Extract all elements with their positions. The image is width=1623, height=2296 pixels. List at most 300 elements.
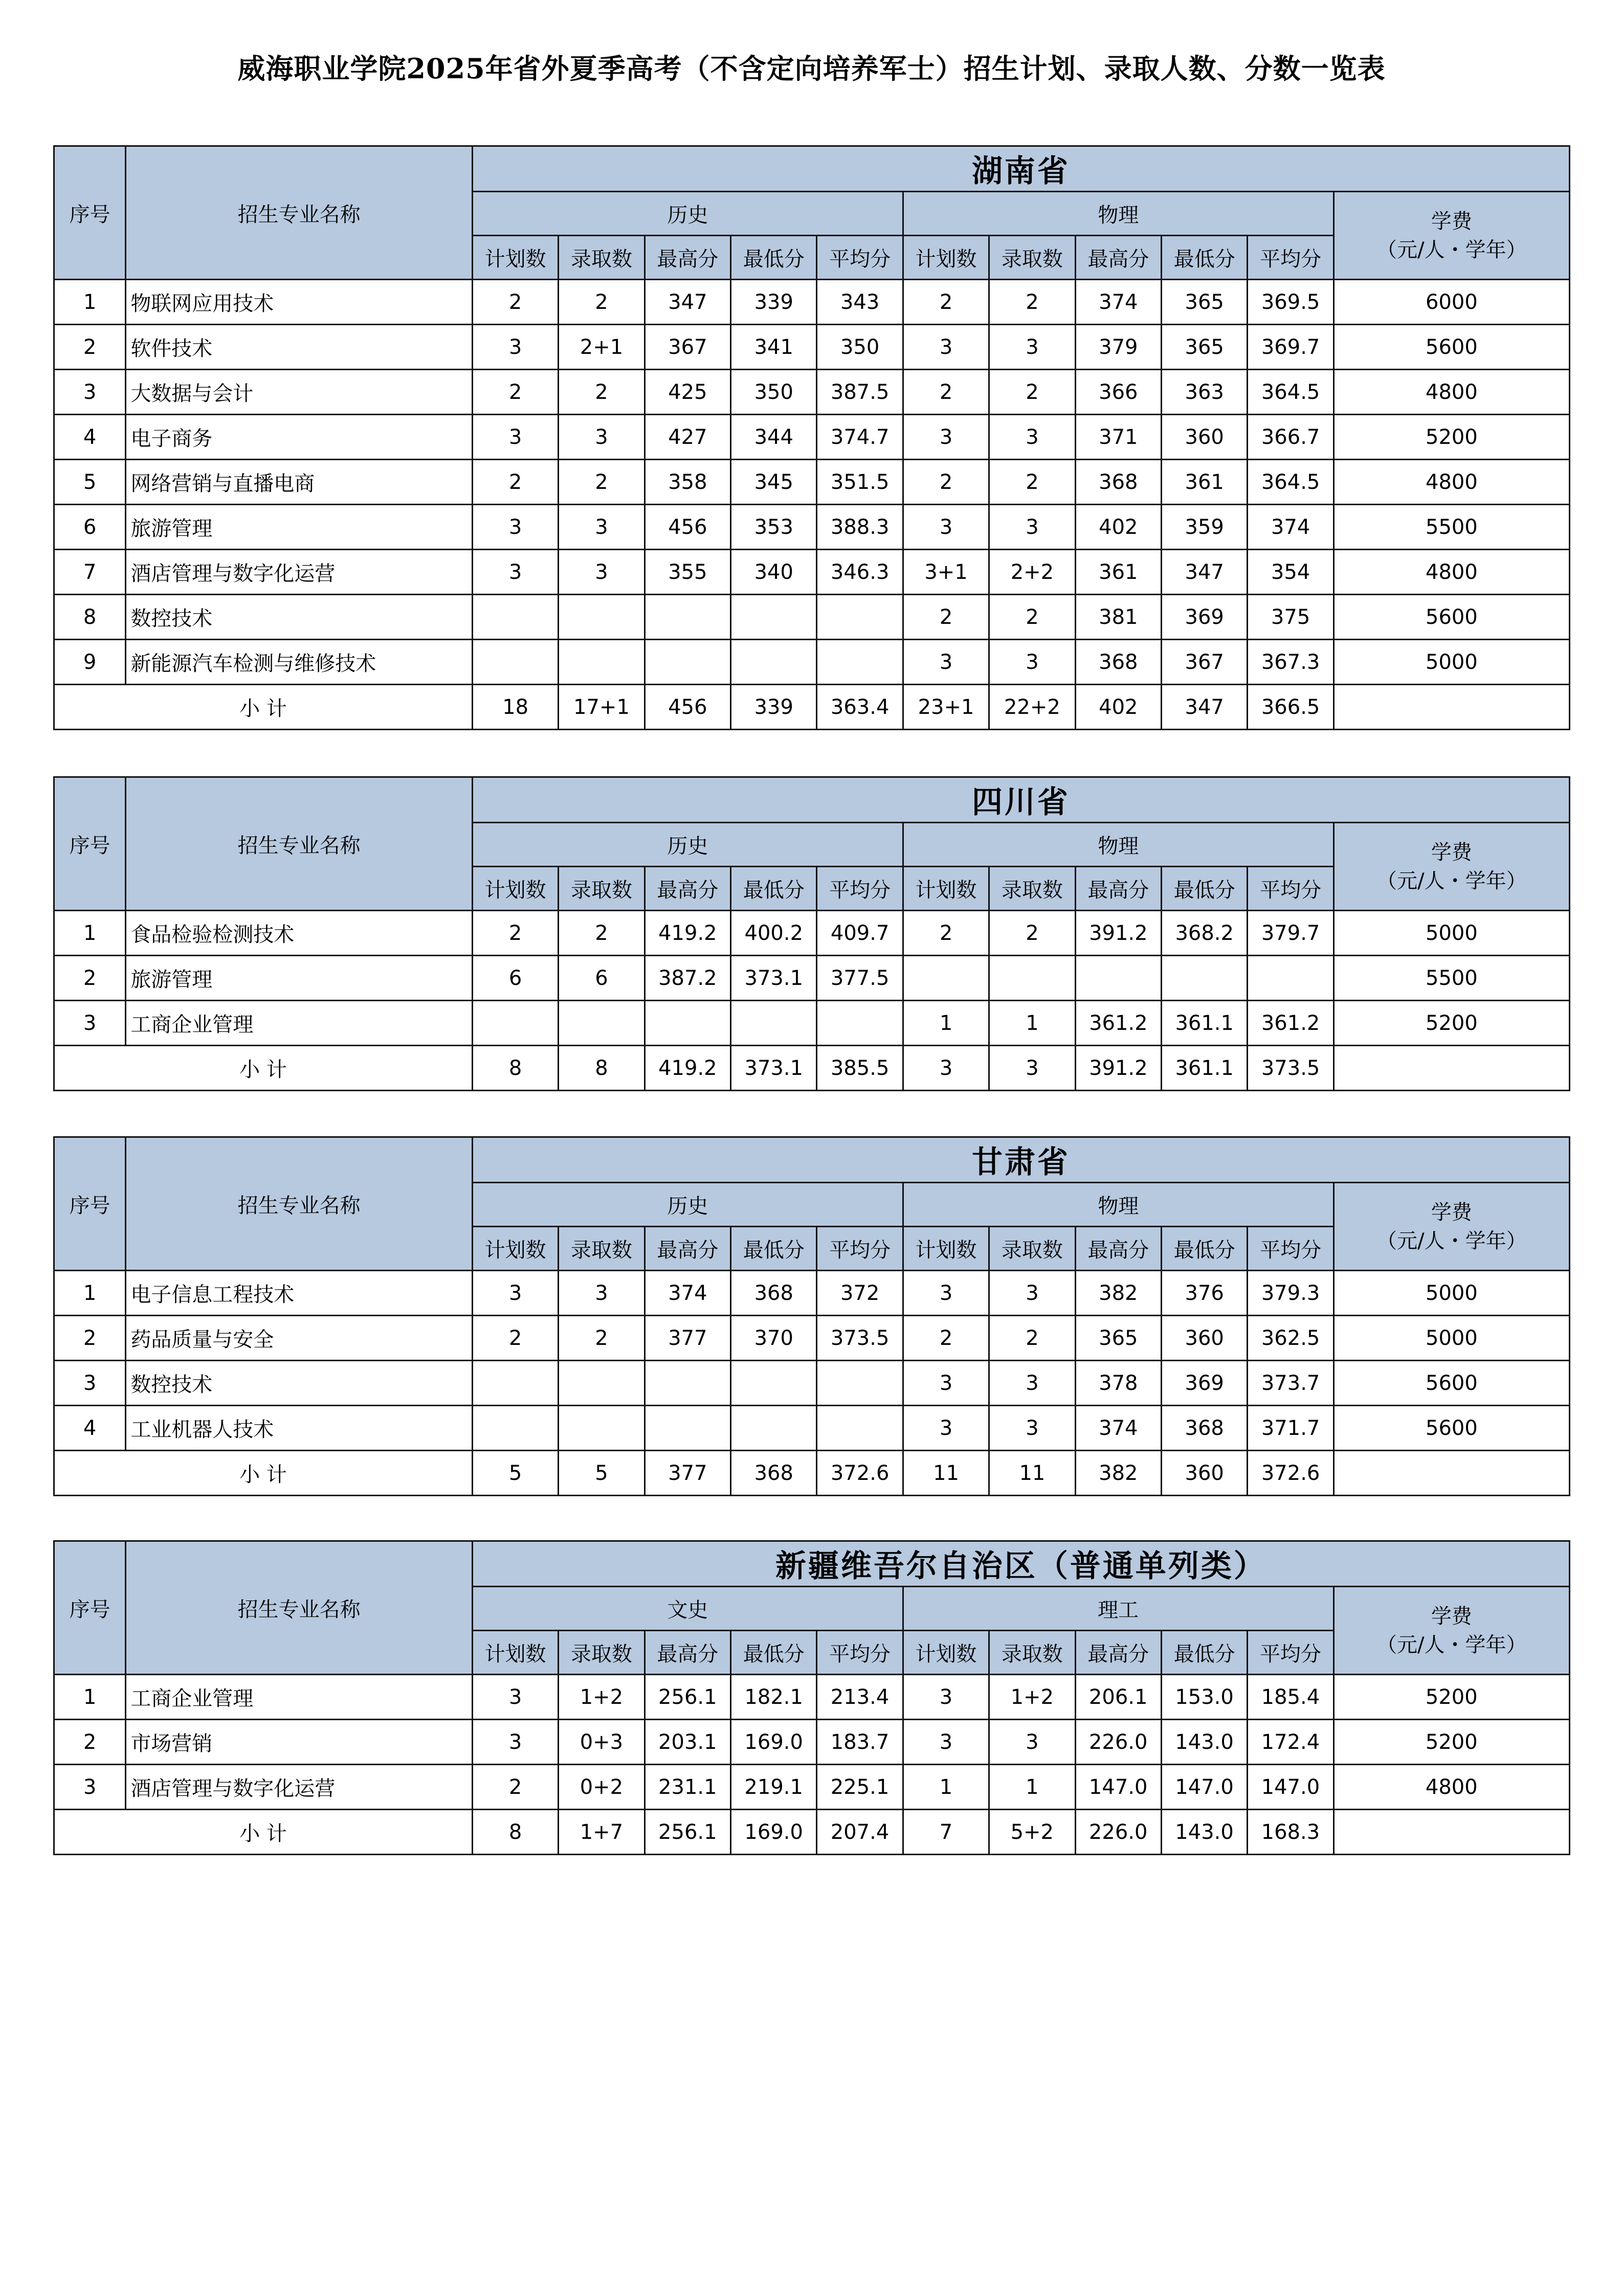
province-name: 湖南省 xyxy=(472,146,1569,192)
column-header: 录取数 xyxy=(989,236,1075,280)
row-value: 370 xyxy=(731,1316,817,1361)
row-fee: 5600 xyxy=(1333,595,1569,640)
subtotal-value: 372.6 xyxy=(817,1451,903,1496)
table-row xyxy=(54,595,1570,640)
subtotal-value: 18 xyxy=(472,685,558,730)
table-row xyxy=(54,1001,1570,1046)
row-value: 353 xyxy=(731,505,817,550)
column-header: 录取数 xyxy=(989,867,1075,911)
column-header: 最高分 xyxy=(1075,1227,1161,1271)
subtotal-value: 372.6 xyxy=(1248,1451,1333,1496)
subtotal-label: 小 计 xyxy=(54,1451,473,1496)
row-major-name: 酒店管理与数字化运营 xyxy=(126,1765,473,1810)
subtotal-value xyxy=(1333,685,1569,730)
fee-header-line1: 学费 xyxy=(1431,1604,1472,1628)
row-seq: 4 xyxy=(54,415,126,460)
table-row xyxy=(54,1406,1570,1451)
row-value: 379 xyxy=(1075,325,1161,370)
row-value xyxy=(472,640,558,685)
subtotal-value: 347 xyxy=(1162,685,1248,730)
row-value: 367.3 xyxy=(1248,640,1333,685)
major-header: 招生专业名称 xyxy=(126,777,473,911)
row-value: 387.5 xyxy=(817,370,903,415)
row-value: 2+2 xyxy=(989,550,1075,595)
row-major-name: 数控技术 xyxy=(126,1361,473,1406)
row-seq: 3 xyxy=(54,370,126,415)
fee-header-line1: 学费 xyxy=(1431,1200,1472,1224)
row-value: 346.3 xyxy=(817,550,903,595)
row-seq: 8 xyxy=(54,595,126,640)
row-value: 3 xyxy=(903,1271,989,1316)
column-header: 平均分 xyxy=(1248,236,1333,280)
row-value: 359 xyxy=(1162,505,1248,550)
row-value: 3 xyxy=(903,640,989,685)
row-value: 2 xyxy=(903,1316,989,1361)
subtotal-value xyxy=(1333,1046,1569,1091)
row-value: 3 xyxy=(472,1271,558,1316)
subtotal-value: 377 xyxy=(644,1451,730,1496)
row-fee: 5200 xyxy=(1333,1720,1569,1765)
row-major-name: 药品质量与安全 xyxy=(126,1316,473,1361)
subtotal-value: 382 xyxy=(1075,1451,1161,1496)
row-major-name: 旅游管理 xyxy=(126,956,473,1001)
row-value: 378 xyxy=(1075,1361,1161,1406)
table-row xyxy=(54,956,1570,1001)
row-fee: 6000 xyxy=(1333,280,1569,325)
row-value: 366.7 xyxy=(1248,415,1333,460)
column-header: 最低分 xyxy=(731,1227,817,1271)
row-value: 2 xyxy=(989,370,1075,415)
column-header: 最高分 xyxy=(644,236,730,280)
seq-header: 序号 xyxy=(54,1137,126,1271)
row-value: 2 xyxy=(989,1316,1075,1361)
row-value: 339 xyxy=(731,280,817,325)
row-value: 387.2 xyxy=(644,956,730,1001)
row-value: 402 xyxy=(1075,505,1161,550)
province-name: 新疆维吾尔自治区（普通单列类） xyxy=(472,1541,1569,1587)
subtotal-value: 373.5 xyxy=(1248,1046,1333,1091)
row-fee: 4800 xyxy=(1333,370,1569,415)
row-value: 1+2 xyxy=(559,1675,644,1720)
subtotal-value: 8 xyxy=(559,1046,644,1091)
row-value: 368 xyxy=(1162,1406,1248,1451)
row-value: 169.0 xyxy=(731,1720,817,1765)
row-value: 354 xyxy=(1248,550,1333,595)
row-value: 361.1 xyxy=(1162,1001,1248,1046)
row-value: 372 xyxy=(817,1271,903,1316)
row-value xyxy=(731,595,817,640)
row-value: 369 xyxy=(1162,1361,1248,1406)
province-table xyxy=(53,776,1570,1091)
row-value: 0+3 xyxy=(559,1720,644,1765)
row-value: 3 xyxy=(559,505,644,550)
row-seq: 2 xyxy=(54,956,126,1001)
row-seq: 2 xyxy=(54,1316,126,1361)
column-header: 最低分 xyxy=(1162,867,1248,911)
row-value: 360 xyxy=(1162,1316,1248,1361)
row-fee: 4800 xyxy=(1333,460,1569,505)
subtotal-value xyxy=(1333,1810,1569,1855)
subtotal-value: 363.4 xyxy=(817,685,903,730)
province-table xyxy=(53,1540,1570,1855)
column-header: 计划数 xyxy=(472,1227,558,1271)
group-b-header: 物理 xyxy=(903,192,1333,236)
subtotal-value: 373.1 xyxy=(731,1046,817,1091)
row-fee: 5600 xyxy=(1333,1361,1569,1406)
row-value: 1 xyxy=(903,1765,989,1810)
row-value: 364.5 xyxy=(1248,370,1333,415)
row-value: 382 xyxy=(1075,1271,1161,1316)
row-major-name: 酒店管理与数字化运营 xyxy=(126,550,473,595)
group-a-header: 历史 xyxy=(472,823,903,867)
column-header: 计划数 xyxy=(903,1227,989,1271)
subtotal-value: 143.0 xyxy=(1161,1810,1247,1855)
column-header: 录取数 xyxy=(559,1631,644,1675)
subtotal-label: 小 计 xyxy=(54,685,473,730)
row-value: 368 xyxy=(1075,460,1161,505)
group-a-header: 历史 xyxy=(472,1183,903,1227)
subtotal-value: 368 xyxy=(731,1451,817,1496)
row-value: 373.1 xyxy=(731,956,817,1001)
column-header: 录取数 xyxy=(559,1227,644,1271)
column-header: 计划数 xyxy=(472,1631,558,1675)
row-value: 3 xyxy=(903,1720,989,1765)
subtotal-value: 360 xyxy=(1162,1451,1248,1496)
major-header: 招生专业名称 xyxy=(126,1541,473,1675)
row-seq: 4 xyxy=(54,1406,126,1451)
row-value: 344 xyxy=(731,415,817,460)
row-value: 379.3 xyxy=(1248,1271,1333,1316)
column-header: 最高分 xyxy=(1075,867,1161,911)
row-value: 2 xyxy=(903,370,989,415)
row-value: 3 xyxy=(472,1720,558,1765)
row-fee: 5200 xyxy=(1333,415,1569,460)
row-value: 2 xyxy=(903,911,989,956)
row-value: 6 xyxy=(472,956,558,1001)
row-seq: 5 xyxy=(54,460,126,505)
row-value xyxy=(472,1406,558,1451)
row-value: 2+1 xyxy=(559,325,644,370)
row-value: 361.2 xyxy=(1248,1001,1333,1046)
row-value: 355 xyxy=(644,550,730,595)
row-value xyxy=(817,1001,903,1046)
subtotal-value: 11 xyxy=(903,1451,989,1496)
row-value xyxy=(472,595,558,640)
subtotal-value: 339 xyxy=(731,685,817,730)
subtotal-value: 385.5 xyxy=(817,1046,903,1091)
column-header: 平均分 xyxy=(817,1227,903,1271)
row-value: 365 xyxy=(1075,1316,1161,1361)
row-value: 3 xyxy=(559,550,644,595)
row-value: 182.1 xyxy=(731,1675,817,1720)
subtotal-value: 8 xyxy=(472,1810,558,1855)
row-value: 3+1 xyxy=(903,550,989,595)
column-header: 计划数 xyxy=(903,1631,989,1675)
column-header: 平均分 xyxy=(1248,867,1333,911)
row-value: 1 xyxy=(989,1765,1075,1810)
column-header: 计划数 xyxy=(472,867,558,911)
row-value: 3 xyxy=(903,325,989,370)
row-value: 350 xyxy=(817,325,903,370)
column-header: 计划数 xyxy=(903,236,989,280)
row-value: 2 xyxy=(472,1765,558,1810)
subtotal-value: 256.1 xyxy=(644,1810,730,1855)
subtotal-value: 7 xyxy=(903,1810,989,1855)
column-header: 最低分 xyxy=(731,867,817,911)
row-value: 379.7 xyxy=(1248,911,1333,956)
row-seq: 3 xyxy=(54,1765,126,1810)
row-value: 1 xyxy=(989,1001,1075,1046)
row-value: 368 xyxy=(731,1271,817,1316)
fee-header-line2: （元/人・学年） xyxy=(1376,238,1527,262)
row-value: 351.5 xyxy=(817,460,903,505)
province-name: 甘肃省 xyxy=(472,1137,1569,1183)
subtotal-value: 207.4 xyxy=(817,1810,903,1855)
row-seq: 1 xyxy=(54,280,126,325)
row-value: 2 xyxy=(903,280,989,325)
subtotal-value: 402 xyxy=(1075,685,1161,730)
page-title: 威海职业学院2025年省外夏季高考（不含定向培养军士）招生计划、录取人数、分数一览表 xyxy=(237,52,1386,85)
table-row xyxy=(54,911,1570,956)
row-value xyxy=(817,1406,903,1451)
row-value xyxy=(817,640,903,685)
row-value xyxy=(903,956,989,1001)
row-value: 365 xyxy=(1162,280,1248,325)
row-fee: 5000 xyxy=(1333,911,1569,956)
group-b-header: 理工 xyxy=(903,1587,1333,1631)
fee-header xyxy=(1333,823,1569,911)
row-value: 183.7 xyxy=(817,1720,903,1765)
column-header: 最低分 xyxy=(731,236,817,280)
table-row xyxy=(54,415,1570,460)
row-value: 340 xyxy=(731,550,817,595)
fee-header-line2: （元/人・学年） xyxy=(1376,1229,1527,1253)
row-value: 3 xyxy=(903,1675,989,1720)
row-fee: 5600 xyxy=(1333,325,1569,370)
row-seq: 2 xyxy=(54,1720,126,1765)
row-fee: 5500 xyxy=(1333,505,1569,550)
subtotal-value: 361.1 xyxy=(1162,1046,1248,1091)
row-value: 419.2 xyxy=(644,911,730,956)
row-value xyxy=(817,1361,903,1406)
major-header: 招生专业名称 xyxy=(126,146,473,280)
row-value: 409.7 xyxy=(817,911,903,956)
row-value: 374 xyxy=(1075,280,1161,325)
row-value: 2 xyxy=(472,460,558,505)
row-fee: 5000 xyxy=(1333,1271,1569,1316)
row-value: 361 xyxy=(1162,460,1248,505)
row-value xyxy=(1162,956,1248,1001)
row-value: 3 xyxy=(903,505,989,550)
row-value xyxy=(644,1001,730,1046)
row-value xyxy=(1248,956,1333,1001)
row-value: 362.5 xyxy=(1248,1316,1333,1361)
row-value xyxy=(989,956,1075,1001)
subtotal-value: 3 xyxy=(989,1046,1075,1091)
row-value: 3 xyxy=(472,1675,558,1720)
row-value: 3 xyxy=(989,1271,1075,1316)
table-row xyxy=(54,1765,1570,1810)
row-value: 147.0 xyxy=(1248,1765,1333,1810)
table-row xyxy=(54,550,1570,595)
row-major-name: 新能源汽车检测与维修技术 xyxy=(126,640,473,685)
row-fee: 5200 xyxy=(1333,1675,1569,1720)
subtotal-value: 1+7 xyxy=(559,1810,644,1855)
table-row xyxy=(54,1271,1570,1316)
row-value: 3 xyxy=(903,415,989,460)
row-fee: 5600 xyxy=(1333,1406,1569,1451)
column-header: 最高分 xyxy=(644,1227,730,1271)
row-value: 388.3 xyxy=(817,505,903,550)
column-header: 最低分 xyxy=(1161,1631,1247,1675)
row-value: 2 xyxy=(989,280,1075,325)
row-major-name: 软件技术 xyxy=(126,325,473,370)
column-header: 最高分 xyxy=(1075,236,1161,280)
subtotal-value: 168.3 xyxy=(1248,1810,1333,1855)
subtotal-row xyxy=(54,685,1570,730)
column-header: 最低分 xyxy=(1162,236,1248,280)
row-value: 369.5 xyxy=(1248,280,1333,325)
column-header: 录取数 xyxy=(559,867,644,911)
row-value: 425 xyxy=(644,370,730,415)
column-header: 计划数 xyxy=(903,867,989,911)
province-name: 四川省 xyxy=(472,777,1569,823)
seq-header: 序号 xyxy=(54,146,126,280)
subtotal-row xyxy=(54,1451,1570,1496)
column-header: 平均分 xyxy=(817,867,903,911)
seq-header: 序号 xyxy=(54,777,126,911)
row-value: 3 xyxy=(472,550,558,595)
row-value: 427 xyxy=(644,415,730,460)
row-value: 363 xyxy=(1162,370,1248,415)
row-value xyxy=(644,595,730,640)
row-value: 377.5 xyxy=(817,956,903,1001)
row-value: 364.5 xyxy=(1248,460,1333,505)
row-value: 0+2 xyxy=(559,1765,644,1810)
row-major-name: 数控技术 xyxy=(126,595,473,640)
row-value: 226.0 xyxy=(1075,1720,1161,1765)
table-row xyxy=(54,370,1570,415)
row-value: 2 xyxy=(559,280,644,325)
column-header: 平均分 xyxy=(1248,1631,1333,1675)
row-fee: 5500 xyxy=(1333,956,1569,1001)
row-value: 374.7 xyxy=(817,415,903,460)
row-major-name: 食品检验检测技术 xyxy=(126,911,473,956)
subtotal-label: 小 计 xyxy=(54,1810,473,1855)
row-value: 185.4 xyxy=(1248,1675,1333,1720)
fee-header xyxy=(1333,1183,1569,1271)
subtotal-value: 11 xyxy=(989,1451,1075,1496)
row-seq: 3 xyxy=(54,1361,126,1406)
row-value xyxy=(644,1406,730,1451)
row-value: 367 xyxy=(1162,640,1248,685)
subtotal-value: 456 xyxy=(644,685,730,730)
row-value xyxy=(731,1001,817,1046)
row-value: 376 xyxy=(1162,1271,1248,1316)
row-value xyxy=(559,1001,644,1046)
table-row xyxy=(54,325,1570,370)
row-value: 381 xyxy=(1075,595,1161,640)
row-value: 2 xyxy=(903,460,989,505)
table-row xyxy=(54,1316,1570,1361)
row-value: 347 xyxy=(644,280,730,325)
row-value: 3 xyxy=(989,325,1075,370)
subtotal-value: 3 xyxy=(903,1046,989,1091)
column-header: 平均分 xyxy=(1248,1227,1333,1271)
row-value xyxy=(644,1361,730,1406)
row-major-name: 电子商务 xyxy=(126,415,473,460)
row-fee: 4800 xyxy=(1333,1765,1569,1810)
row-value: 213.4 xyxy=(817,1675,903,1720)
row-value: 143.0 xyxy=(1161,1720,1247,1765)
row-value: 3 xyxy=(989,1406,1075,1451)
row-fee: 4800 xyxy=(1333,550,1569,595)
subtotal-value: 23+1 xyxy=(903,685,989,730)
row-value: 3 xyxy=(903,1406,989,1451)
row-value: 2 xyxy=(472,370,558,415)
column-header: 最高分 xyxy=(644,1631,730,1675)
subtotal-value: 391.2 xyxy=(1075,1046,1161,1091)
column-header: 平均分 xyxy=(817,1631,903,1675)
group-b-header: 物理 xyxy=(903,823,1333,867)
row-value: 219.1 xyxy=(731,1765,817,1810)
row-value: 365 xyxy=(1162,325,1248,370)
row-value xyxy=(472,1001,558,1046)
row-seq: 2 xyxy=(54,325,126,370)
row-major-name: 电子信息工程技术 xyxy=(126,1271,473,1316)
row-value: 366 xyxy=(1075,370,1161,415)
table-row xyxy=(54,280,1570,325)
row-value: 147.0 xyxy=(1161,1765,1247,1810)
row-value: 153.0 xyxy=(1161,1675,1247,1720)
column-header: 录取数 xyxy=(989,1227,1075,1271)
row-major-name: 旅游管理 xyxy=(126,505,473,550)
table-row xyxy=(54,1720,1570,1765)
row-value xyxy=(559,1361,644,1406)
row-value xyxy=(817,595,903,640)
row-value: 361.2 xyxy=(1075,1001,1161,1046)
row-value: 3 xyxy=(472,325,558,370)
row-value: 341 xyxy=(731,325,817,370)
row-seq: 1 xyxy=(54,1675,126,1720)
row-value: 2 xyxy=(472,280,558,325)
column-header: 计划数 xyxy=(472,236,558,280)
row-value: 2 xyxy=(559,370,644,415)
row-value xyxy=(731,1406,817,1451)
row-value: 368 xyxy=(1075,640,1161,685)
row-seq: 7 xyxy=(54,550,126,595)
row-value: 400.2 xyxy=(731,911,817,956)
fee-header xyxy=(1333,192,1569,280)
row-seq: 3 xyxy=(54,1001,126,1046)
row-fee: 5200 xyxy=(1333,1001,1569,1046)
subtotal-value: 226.0 xyxy=(1075,1810,1161,1855)
row-value: 343 xyxy=(817,280,903,325)
row-value: 3 xyxy=(903,1361,989,1406)
seq-header: 序号 xyxy=(54,1541,126,1675)
row-value: 2 xyxy=(559,911,644,956)
subtotal-value: 5+2 xyxy=(989,1810,1075,1855)
row-value: 2 xyxy=(989,911,1075,956)
group-a-header: 历史 xyxy=(472,192,903,236)
row-value: 361 xyxy=(1075,550,1161,595)
row-value: 172.4 xyxy=(1248,1720,1333,1765)
fee-header-line1: 学费 xyxy=(1431,209,1472,233)
column-header: 录取数 xyxy=(989,1631,1075,1675)
table-row xyxy=(54,640,1570,685)
row-value: 371.7 xyxy=(1248,1406,1333,1451)
row-value: 369.7 xyxy=(1248,325,1333,370)
